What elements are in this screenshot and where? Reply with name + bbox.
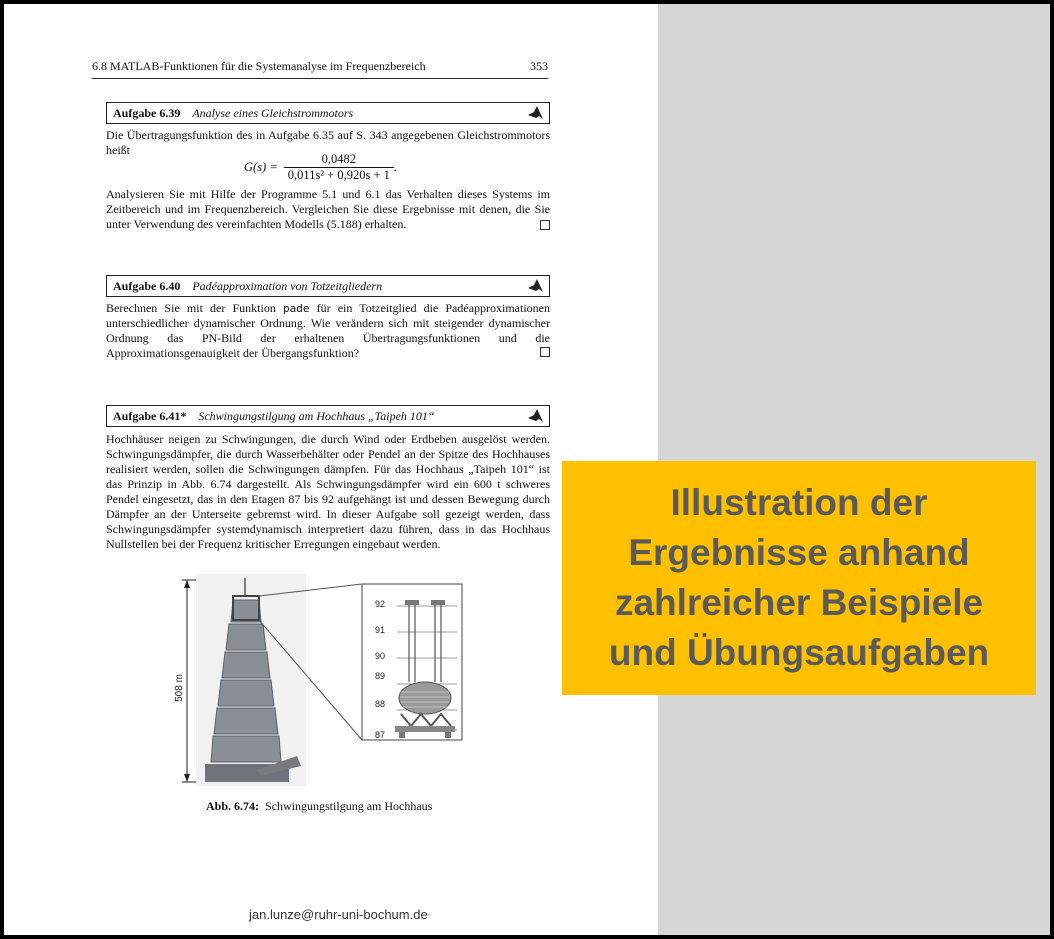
task-title: Schwingungstilgung am Hochhaus „Taipeh 101“ [198, 409, 435, 423]
matlab-logo-icon [527, 278, 545, 294]
floor-label-92: 92 [375, 599, 386, 609]
banner-line-2: Ergebnisse anhand [628, 532, 970, 573]
task-number: Aufgabe 6.40 [113, 279, 181, 293]
banner-line-4: und Übungsaufgaben [608, 632, 990, 673]
banner-line-3: zahlreicher Beispiele [614, 582, 984, 623]
task-text-part: für ein Totzeitglied die Padéapproximationen unterschiedlicher dynamischer Ordnung. Wie verändern sich mit steigender dynamischer Ordnung das PN-Bild der erhaltenen Übertragungsfunktionen und die Approximationsgenauigkeit der Übergangsfunktion? [106, 301, 550, 360]
page-number: 353 [530, 59, 548, 73]
author-email: jan.lunze@ruhr-uni-bochum.de [249, 907, 428, 922]
banner-line-1: Illustration der [670, 482, 928, 523]
figure-taipei-101-damper [169, 570, 509, 790]
transfer-function-equation [244, 152, 397, 183]
section-title: 6.8 MATLAB-Funktionen für die Systemanalyse im Frequenzbereich [92, 59, 426, 73]
caption-text: Schwingungstilgung am Hochhaus [265, 799, 433, 813]
task-6-41-text: Hochhäuser neigen zu Schwingungen, die durch Wind oder Erdbeben ausgelöst werden. Schwingungsdämpfer, die durch Wasserbehälter oder Pendel an der Spitze des Hochhauses realisiert werden, sollen die Schwingungen dämpfen. Für das Hochhaus „Taipeh 101“ ist das Prinzip in Abb. 6.74 dargestellt. Als Schwingungsdämpfer wird ein 600 t schweres Pendel eingesetzt, das in den Etagen 87 bis 92 aufgehängt ist und dessen Bewegung durch Dämpfer an der Unterseite gebremst wird. In dieser Aufgabe soll gezeigt werden, dass Schwingungsdämpfer systemdynamisch interpretiert dazu führen, dass in das Hochhaus Nullstellen bei der Frequenz kritischer Erregungen eingebaut werden. [106, 432, 550, 551]
figure-caption [206, 799, 432, 814]
tower-photo [196, 574, 306, 786]
task-6-39-text: Analysieren Sie mit Hilfe der Programme 5.1 und 6.1 das Verhalten dieses Systems im Zeitbereich und im Frequenzbereich. Vergleichen Sie diese Ergebnisse mit denen, die Sie unter Verwendung des vereinfachten Modells (5.188) erhalten. [106, 187, 550, 231]
task-6-39-header [106, 102, 550, 124]
matlab-logo-icon [527, 105, 545, 121]
task-text-part: Berechnen Sie mit der Funktion [106, 301, 283, 315]
task-title: Padéapproximation von Totzeitgliedern [192, 279, 383, 293]
task-6-39-intro: Die Übertragungsfunktion des in Aufgabe 6.35 auf S. 343 angegebenen Gleichstrommotors heißt [106, 128, 550, 157]
floor-label-88: 88 [375, 699, 386, 709]
caption-number: Abb. 6.74: [206, 799, 260, 813]
floor-label-90: 90 [375, 651, 386, 661]
floor-label-91: 91 [375, 625, 386, 635]
task-6-41-header [106, 405, 550, 427]
equation-denominator: 0,011s² + 0,920s + 1 [284, 167, 394, 183]
equation-lhs: G(s) = [244, 160, 278, 174]
equation-numerator: 0,0482 [321, 152, 357, 166]
task-number: Aufgabe 6.39 [113, 106, 181, 120]
matlab-logo-icon [527, 408, 545, 424]
equation-period: . [393, 160, 398, 174]
task-title: Analyse eines Gleichstrommotors [192, 106, 354, 120]
task-6-40-text [106, 301, 550, 361]
equation-fraction [284, 152, 394, 183]
end-of-task-mark [540, 347, 550, 357]
code-pade: pade [282, 302, 310, 315]
damper-detail [362, 584, 462, 740]
task-6-40-header [106, 275, 550, 297]
highlight-banner [562, 461, 1036, 695]
running-header [92, 59, 548, 79]
floor-label-89: 89 [375, 671, 386, 681]
floor-label-87: 87 [375, 730, 386, 740]
task-number: Aufgabe 6.41* [113, 409, 187, 423]
end-of-task-mark [540, 220, 550, 230]
height-label: 508 m [174, 674, 185, 702]
book-page [4, 4, 658, 935]
